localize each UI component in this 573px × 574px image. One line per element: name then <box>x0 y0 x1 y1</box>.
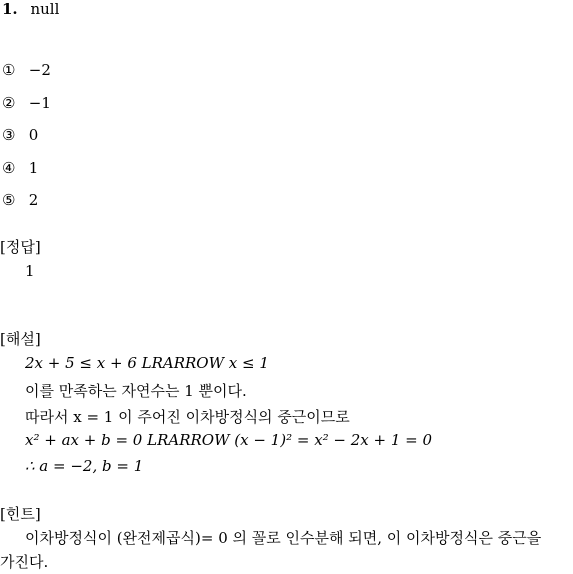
question-text: null <box>30 0 60 18</box>
explanation-line: 2x + 5 ≤ x + 6 LRARROW x ≤ 1 <box>25 354 269 372</box>
choice-item[interactable] <box>2 159 38 177</box>
choice-mark: ② <box>2 94 16 112</box>
explanation-label: [해설] <box>0 330 41 348</box>
choice-mark: ① <box>2 61 16 79</box>
explanation-line: 따라서 x = 1 이 주어진 이차방정식의 중근이므로 <box>25 408 350 426</box>
choice-value: 2 <box>28 191 39 209</box>
hint-label: [힌트] <box>0 505 41 523</box>
choice-item[interactable] <box>2 61 51 79</box>
explanation-line: 이를 만족하는 자연수는 1 뿐이다. <box>25 382 247 400</box>
question-number: 1. <box>2 0 18 18</box>
choice-value: 1 <box>28 159 39 177</box>
choice-value: −1 <box>28 94 51 112</box>
choice-item[interactable] <box>2 126 38 144</box>
choice-value: −2 <box>28 61 51 79</box>
choice-mark: ⑤ <box>2 191 16 209</box>
choice-item[interactable] <box>2 191 38 209</box>
choice-item[interactable] <box>2 94 51 112</box>
choice-mark: ④ <box>2 159 16 177</box>
explanation-line: ∴ a = −2, b = 1 <box>25 457 144 475</box>
choice-value: 0 <box>28 126 39 144</box>
answer-value: 1 <box>25 262 35 280</box>
question-line <box>2 0 59 18</box>
hint-text: 이차방정식이 (완전제곱식)= 0 의 꼴로 인수분해 되면, 이 이차방정식은 중근을 가진다. <box>0 529 542 571</box>
choice-mark: ③ <box>2 126 16 144</box>
explanation-line: x² + ax + b = 0 LRARROW (x − 1)² = x² − 2x + 1 = 0 <box>25 431 433 449</box>
answer-label: [정답] <box>0 238 41 256</box>
